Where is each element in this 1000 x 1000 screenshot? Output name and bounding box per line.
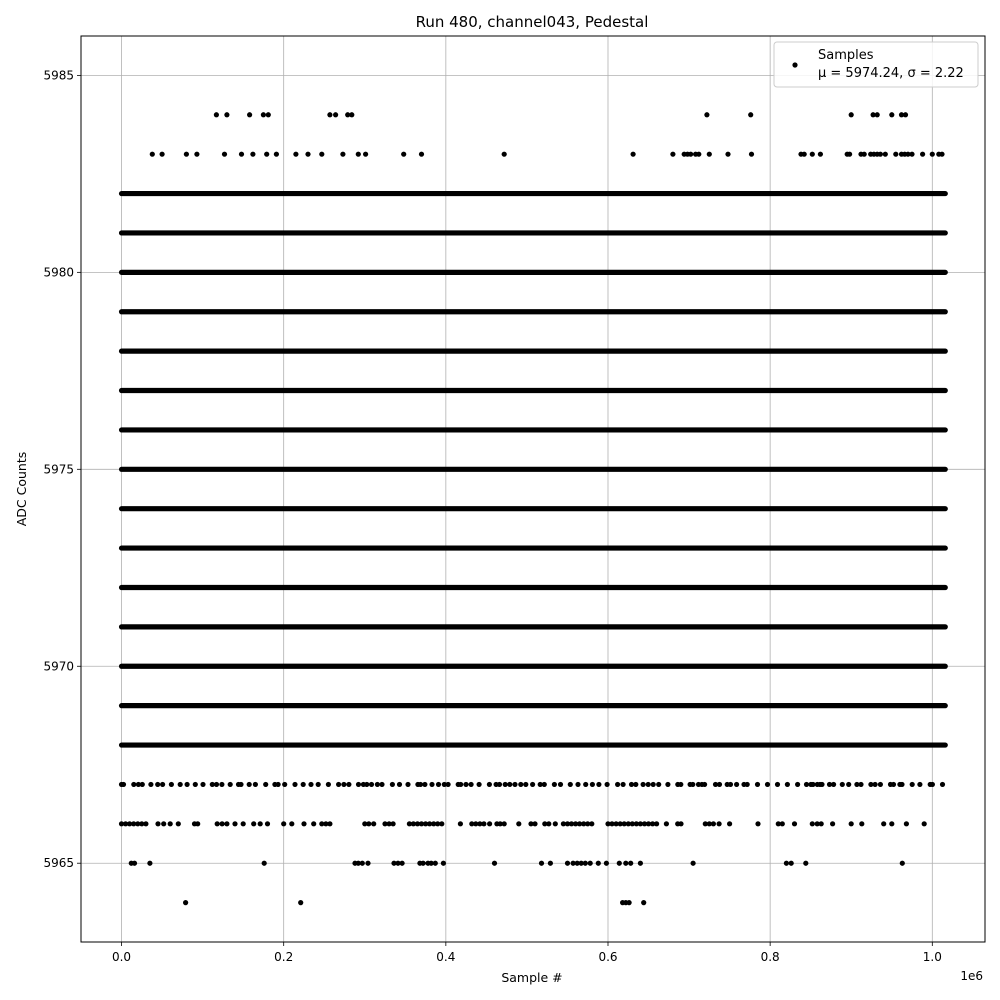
data-point	[917, 782, 922, 787]
data-point	[301, 821, 306, 826]
data-point	[228, 782, 233, 787]
data-point	[421, 861, 426, 866]
data-point	[160, 152, 165, 157]
data-point	[696, 152, 701, 157]
data-point	[893, 152, 898, 157]
data-point	[810, 152, 815, 157]
y-tick-label: 5970	[43, 659, 74, 674]
data-point	[910, 782, 915, 787]
data-point	[789, 861, 794, 866]
data-point	[691, 861, 696, 866]
data-point	[755, 782, 760, 787]
data-point	[356, 782, 361, 787]
data-point	[590, 782, 595, 787]
x-tick-label: 0.8	[760, 950, 780, 964]
data-point	[308, 782, 313, 787]
data-point	[195, 821, 200, 826]
data-point	[274, 152, 279, 157]
data-point	[548, 861, 553, 866]
data-point	[621, 782, 626, 787]
data-point	[939, 152, 944, 157]
data-point	[326, 782, 331, 787]
data-point	[282, 782, 287, 787]
data-point	[849, 112, 854, 117]
data-point	[458, 782, 463, 787]
data-point	[200, 782, 205, 787]
data-point	[131, 782, 136, 787]
data-point	[588, 861, 593, 866]
data-point	[803, 861, 808, 866]
data-point	[575, 782, 580, 787]
data-point	[889, 821, 894, 826]
data-band-5967	[119, 782, 945, 787]
data-point	[161, 821, 166, 826]
data-point	[802, 152, 807, 157]
data-point	[132, 861, 137, 866]
y-axis-label: ADC Counts	[14, 451, 29, 527]
data-point	[391, 821, 396, 826]
data-point	[311, 821, 316, 826]
data-point	[194, 152, 199, 157]
x-tick-label: 0.2	[274, 950, 294, 964]
data-point	[899, 782, 904, 787]
data-point	[481, 821, 486, 826]
data-point	[155, 821, 160, 826]
data-point	[725, 152, 730, 157]
data-point	[830, 821, 835, 826]
data-point	[429, 782, 434, 787]
data-point	[375, 782, 380, 787]
data-point	[401, 152, 406, 157]
data-point	[433, 861, 438, 866]
data-point	[717, 782, 722, 787]
data-point	[150, 152, 155, 157]
data-point	[840, 782, 845, 787]
data-point	[502, 821, 507, 826]
data-point	[651, 782, 656, 787]
data-point	[819, 821, 824, 826]
data-point	[604, 861, 609, 866]
data-point	[265, 821, 270, 826]
data-point	[678, 821, 683, 826]
data-point	[439, 821, 444, 826]
data-points	[119, 112, 945, 905]
data-point	[458, 821, 463, 826]
data-point	[568, 782, 573, 787]
data-point	[785, 782, 790, 787]
data-point	[193, 782, 198, 787]
data-point	[628, 861, 633, 866]
data-point	[930, 782, 935, 787]
data-point	[147, 861, 152, 866]
grid-lines	[81, 36, 985, 942]
data-point	[214, 112, 219, 117]
data-point	[276, 782, 281, 787]
data-point	[654, 821, 659, 826]
data-point	[232, 821, 237, 826]
data-point	[810, 821, 815, 826]
data-point	[247, 112, 252, 117]
data-point	[539, 861, 544, 866]
data-point	[379, 782, 384, 787]
data-point	[390, 782, 395, 787]
data-point	[717, 821, 722, 826]
data-point	[792, 821, 797, 826]
data-point	[487, 821, 492, 826]
data-point	[333, 112, 338, 117]
x-tick-label: 0.6	[598, 950, 618, 964]
data-point	[241, 821, 246, 826]
data-point	[858, 782, 863, 787]
y-tick-label: 5985	[43, 68, 74, 83]
data-point	[656, 782, 661, 787]
data-point	[891, 782, 896, 787]
data-point	[363, 152, 368, 157]
data-point	[183, 900, 188, 905]
data-point	[143, 821, 148, 826]
legend-series-label: Samples	[818, 48, 874, 63]
data-point	[341, 782, 346, 787]
data-point	[862, 152, 867, 157]
data-point	[755, 821, 760, 826]
data-point	[214, 782, 219, 787]
data-point	[878, 782, 883, 787]
data-point	[176, 821, 181, 826]
data-point	[419, 152, 424, 157]
data-point	[160, 782, 165, 787]
data-point	[327, 112, 332, 117]
data-point	[266, 112, 271, 117]
data-point	[664, 821, 669, 826]
data-point	[224, 112, 229, 117]
data-point	[436, 782, 441, 787]
data-point	[748, 112, 753, 117]
y-tick-label: 5965	[43, 856, 74, 871]
x-axis-label: Sample #	[501, 970, 563, 985]
data-point	[670, 152, 675, 157]
data-point	[250, 152, 255, 157]
data-point	[532, 821, 537, 826]
data-point	[903, 112, 908, 117]
data-point	[530, 782, 535, 787]
data-point	[261, 112, 266, 117]
data-point	[745, 782, 750, 787]
data-point	[542, 782, 547, 787]
data-point	[646, 782, 651, 787]
data-point	[631, 152, 636, 157]
data-point	[734, 782, 739, 787]
data-point	[397, 782, 402, 787]
data-point	[847, 152, 852, 157]
chart-title: Run 480, channel043, Pedestal	[415, 13, 649, 31]
data-point	[469, 782, 474, 787]
data-point	[583, 861, 588, 866]
data-point	[369, 782, 374, 787]
data-point	[728, 782, 733, 787]
data-point	[930, 152, 935, 157]
legend-series-stats: μ = 5974.24, σ = 2.22	[818, 66, 964, 81]
data-point	[641, 900, 646, 905]
data-point	[220, 821, 225, 826]
data-point	[881, 821, 886, 826]
data-point	[364, 782, 369, 787]
data-point	[400, 861, 405, 866]
data-point	[319, 152, 324, 157]
data-point	[775, 782, 780, 787]
data-point	[641, 782, 646, 787]
data-point	[819, 782, 824, 787]
data-point	[795, 782, 800, 787]
data-point	[849, 821, 854, 826]
data-point	[497, 782, 502, 787]
data-point	[168, 821, 173, 826]
data-point	[224, 821, 229, 826]
data-point	[623, 861, 628, 866]
data-point	[258, 821, 263, 826]
x-axis-offset-label: 1e6	[960, 969, 983, 983]
data-point	[909, 152, 914, 157]
x-tick-label: 1.0	[922, 950, 942, 964]
data-point	[251, 821, 256, 826]
data-point	[707, 152, 712, 157]
data-point	[169, 782, 174, 787]
data-point	[422, 782, 427, 787]
data-point	[298, 900, 303, 905]
data-point	[487, 782, 492, 787]
data-point	[219, 782, 224, 787]
y-tick-label: 5980	[43, 265, 74, 280]
data-point	[340, 152, 345, 157]
data-point	[301, 782, 306, 787]
data-point	[360, 861, 365, 866]
data-point	[512, 782, 517, 787]
data-point	[222, 152, 227, 157]
data-point	[873, 782, 878, 787]
data-point	[780, 821, 785, 826]
data-point	[346, 782, 351, 787]
data-point	[627, 900, 632, 905]
data-point	[281, 821, 286, 826]
data-point	[356, 152, 361, 157]
data-point	[889, 112, 894, 117]
data-point	[678, 782, 683, 787]
data-point	[920, 152, 925, 157]
data-point	[121, 782, 126, 787]
legend-marker	[792, 62, 797, 67]
data-point	[565, 861, 570, 866]
data-point	[878, 152, 883, 157]
y-tick-label: 5975	[43, 462, 74, 477]
data-point	[596, 782, 601, 787]
data-point	[155, 782, 160, 787]
data-point	[263, 782, 268, 787]
data-point	[148, 782, 153, 787]
data-point	[846, 782, 851, 787]
data-point	[523, 782, 528, 787]
data-point	[922, 821, 927, 826]
data-point	[688, 152, 693, 157]
data-point	[503, 782, 508, 787]
data-point	[289, 821, 294, 826]
legend	[774, 42, 978, 87]
data-point	[502, 152, 507, 157]
data-point	[702, 782, 707, 787]
data-point	[940, 782, 945, 787]
data-point	[583, 782, 588, 787]
data-point	[727, 821, 732, 826]
data-point	[507, 782, 512, 787]
data-point	[492, 861, 497, 866]
data-point	[365, 861, 370, 866]
x-tick-label: 0.0	[111, 950, 132, 964]
data-point	[875, 112, 880, 117]
data-point	[293, 152, 298, 157]
data-point	[615, 782, 620, 787]
data-point	[305, 152, 310, 157]
data-point	[859, 821, 864, 826]
data-point	[900, 861, 905, 866]
data-point	[749, 152, 754, 157]
data-point	[446, 782, 451, 787]
data-point	[405, 782, 410, 787]
data-point	[552, 782, 557, 787]
data-point	[238, 782, 243, 787]
data-point	[239, 152, 244, 157]
data-point	[904, 821, 909, 826]
data-point	[247, 782, 252, 787]
data-point	[516, 821, 521, 826]
data-point	[327, 821, 332, 826]
data-point	[518, 782, 523, 787]
data-point	[477, 782, 482, 787]
data-point	[638, 861, 643, 866]
data-point	[765, 782, 770, 787]
data-point	[883, 152, 888, 157]
data-point	[831, 782, 836, 787]
data-point	[633, 782, 638, 787]
data-point	[316, 782, 321, 787]
data-point	[264, 152, 269, 157]
data-point	[371, 821, 376, 826]
data-point	[349, 112, 354, 117]
data-point	[704, 112, 709, 117]
data-point	[140, 782, 145, 787]
plot-frame	[81, 36, 985, 942]
data-point	[553, 821, 558, 826]
data-point	[441, 861, 446, 866]
data-point	[463, 782, 468, 787]
data-point	[292, 782, 297, 787]
x-tick-label: 0.4	[436, 950, 456, 964]
data-point	[253, 782, 258, 787]
data-point	[336, 782, 341, 787]
data-point	[262, 861, 267, 866]
data-point	[589, 821, 594, 826]
data-point	[366, 821, 371, 826]
data-point	[605, 782, 610, 787]
data-point	[690, 782, 695, 787]
data-point	[818, 152, 823, 157]
data-point	[665, 782, 670, 787]
data-point	[215, 821, 220, 826]
data-point	[184, 152, 189, 157]
data-point	[596, 861, 601, 866]
data-point	[178, 782, 183, 787]
data-point	[546, 821, 551, 826]
data-point	[784, 861, 789, 866]
data-point	[617, 861, 622, 866]
data-point	[185, 782, 190, 787]
axis-ticks	[43, 68, 941, 964]
data-point	[558, 782, 563, 787]
data-point	[711, 821, 716, 826]
